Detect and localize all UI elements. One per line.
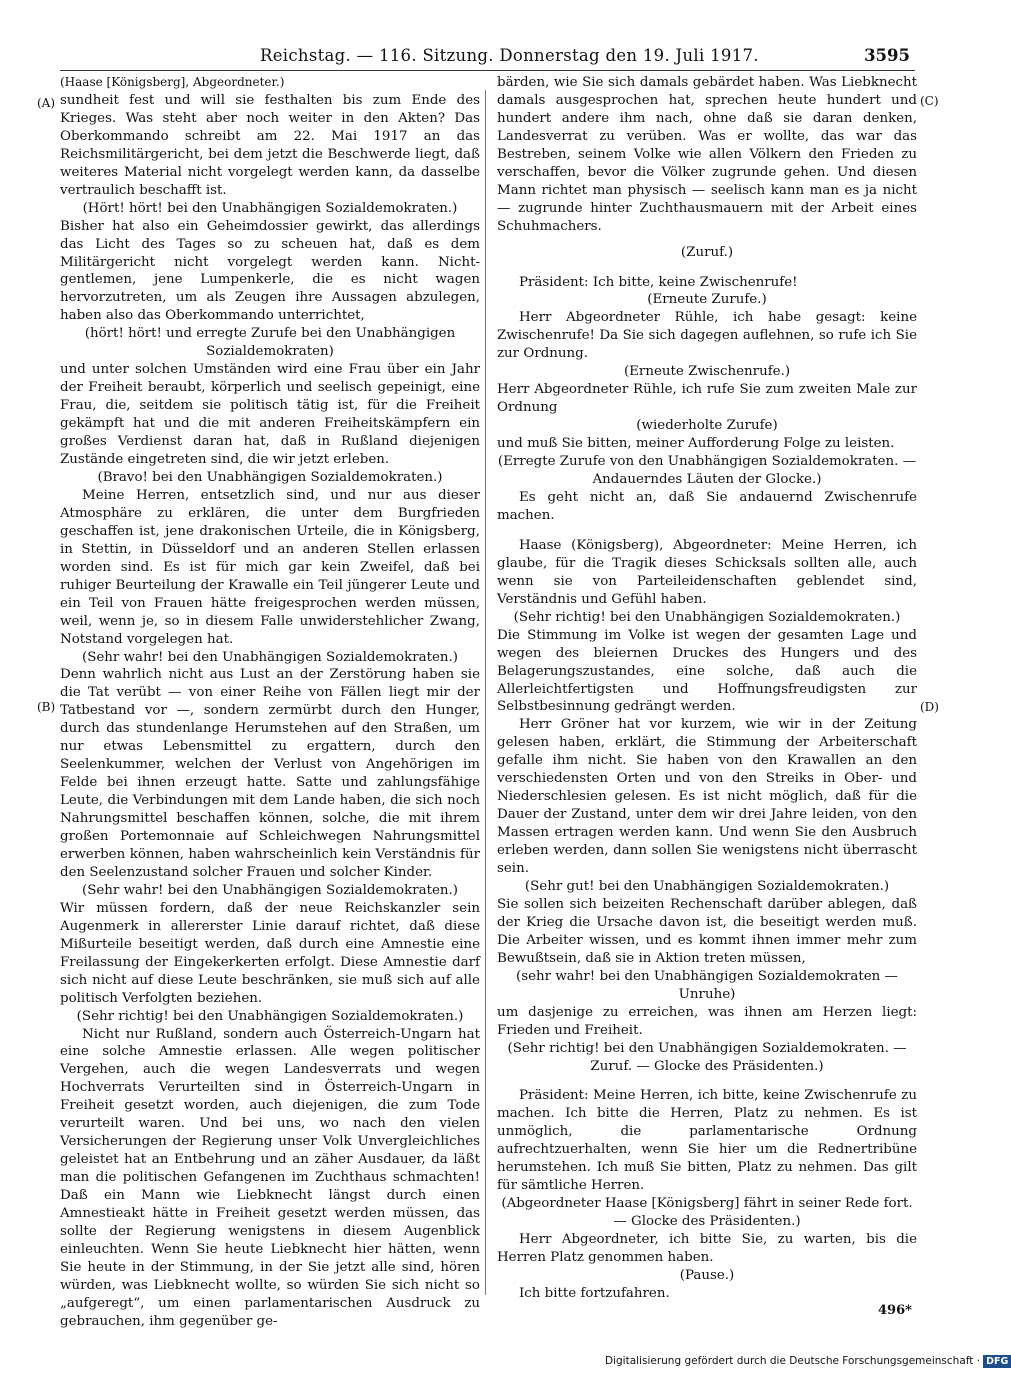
paragraph: (Erregte Zurufe von den Unabhängigen Sozialdemokraten. — Andauerndes Läuten der Glocke.) [497, 454, 917, 488]
paragraph: um dasjenige zu erreichen, was ihnen am Herzen liegt: Frieden und Freiheit. [497, 1004, 917, 1038]
paragraph: (Bravo! bei den Unabhängigen Sozialdemokraten.) [97, 469, 443, 485]
page-number: 3595 [864, 46, 910, 65]
paragraph: Herr Abgeordneter, ich bitte Sie, zu warten, bis die Herren Platz genommen haben. [497, 1232, 917, 1266]
footer-credit [605, 1355, 1009, 1368]
paragraph: Meine Herren, entsetzlich sind, und nur aus dieser Atmosphäre zu erklären, die unter dem Burgfrieden geschaffen ist, jene drakonischen Urteile, die in Königsberg, in Stettin, in Düsseldorf und an anderen Stellen erlassen worden sind. Es ist für mich gar kein Zweifel, daß bei ruhiger Beurteilung der Krawalle ein Teil jüngerer Leute und ein Teil von Frauen hätte freigesprochen werden müssen, weil, wenn je, so in diesem Falle unwiderstehlicher Zwang, Notstand vorgelegen hat. [60, 487, 480, 647]
margin-mark-a: (A) [37, 96, 56, 110]
paragraph: (Zuruf.) [680, 244, 734, 260]
paragraph: bärden, wie Sie sich damals gebärdet haben. Was Liebknecht damals ausgesprochen hat, sprechen heute hundert und hundert andere ihm nach, ohne daß sie daran denken, Landesverrat zu verüben. Was er wollte, das war das Bestreben, seinem Volke wie allen Völkern den Frieden zu verschaffen, bevor die Völker zugrunde gehen. Und diesen Mann richtet man physisch — seelisch kann man es ja nicht — zugrunde hinter Zuchthausmauern mit der Arbeit eines Schuhmachers. [497, 75, 917, 234]
paragraph: (Sehr wahr! bei den Unabhängigen Sozialdemokraten.) [81, 649, 459, 665]
paragraph: Präsident: Meine Herren, ich bitte, keine Zwischenrufe zu machen. Ich bitte die Herren, Platz zu nehmen. Es ist unmöglich, die parlamentarische Ordnung aufrechtzuerhalten, wenn Sie hier um die Rednertribüne herumstehen. Ich muß Sie bitten, Platz zu nehmen. Das gilt für sämtliche Herren. [497, 1088, 917, 1194]
paragraph: Ich bitte fortzufahren. [519, 1285, 670, 1301]
paragraph: (sehr wahr! bei den Unabhängigen Sozialdemokraten — Unruhe) [516, 968, 898, 1002]
paragraph: Herr Abgeordneter Rühle, ich habe gesagt: keine Zwischenrufe! Da Sie sich dagegen auflehnen, so rufe ich Sie zur Ordnung. [497, 310, 917, 362]
paragraph: und unter solchen Umständen wird eine Frau über ein Jahr der Freiheit beraubt, körperlich und seelisch gepeinigt, eine Frau, die, seitdem sie politisch tätig ist, für die Freiheit gekämpft hat und die mit anderen Freiheitskämpfern ein großes Verdienst daran hat, daß in Rußland diejenigen Zustände eingetreten sind, die wir jetzt erleben. [60, 362, 480, 468]
paragraph: (Abgeordneter Haase [Königsberg] fährt in seiner Rede fort. — Glocke des Präsidenten.) [501, 1196, 913, 1230]
margin-mark-c: (C) [920, 94, 939, 108]
paragraph: Herr Gröner hat vor kurzem, wie wir in der Zeitung gelesen haben, erklärt, die Stimmung der Arbeiterschaft gefalle ihm nicht. Sie haben von den Krawallen an den verschiedensten Orten und von den Streiks in Ober- und Niederschlesien gelesen. Es ist nicht möglich, daß für die Dauer der Zustand, unter dem wir drei Jahre leiden, von den Massen ertragen werden kann. Und wenn Sie den Ausbruch erleben werden, dann sollen Sie wenigstens nicht überrascht sein. [497, 717, 917, 877]
paragraph: Herr Abgeordneter Rühle, ich rufe Sie zum zweiten Male zur Ordnung [497, 382, 917, 416]
paragraph: (Sehr wahr! bei den Unabhängigen Sozialdemokraten.) [81, 882, 459, 898]
paragraph: (Haase [Königsberg], Abgeordneter.) [60, 75, 285, 89]
paragraph: Denn wahrlich nicht aus Lust an der Zerstörung haben sie die Tat verübt — von einer Reihe von Fällen liegt mir der Tatbestand vor —, sondern zermürbt durch den Hunger, durch das stundenlange Herumstehen auf den Straßen, um nur etwas Lebensmittel zu ergattern, durch den Seelenkummer, welchen der Verlust von Angehörigen im Felde bei ihnen erzeugt hatte. Satte und zahlungsfähige Leute, die Verbindungen mit dem Lande haben, die sich noch Nahrungsmittel beschaffen können, solche, die mit ihrem großen Portemonnaie auf Schleichwegen Nahrungsmittel erwerben können, haben wahrscheinlich kein Verständnis für den Seelenzustand solcher Frauen und solcher Kinder. [60, 667, 480, 880]
page-header [60, 44, 910, 70]
paragraph: (Pause.) [679, 1268, 735, 1283]
paragraph: (Sehr richtig! bei den Unabhängigen Sozialdemokraten. — Zuruf. — Glocke des Präsidenten.) [507, 1040, 907, 1074]
margin-mark-b: (B) [37, 700, 56, 714]
footer-text: Digitalisierung gefördert durch die Deutsche Forschungsgemeinschaft · [605, 1355, 981, 1367]
paragraph: (wiederholte Zurufe) [636, 418, 778, 434]
paragraph: (Sehr gut! bei den Unabhängigen Sozialdemokraten.) [524, 878, 890, 894]
margin-mark-d: (D) [920, 700, 939, 714]
paragraph: Sie sollen sich beizeiten Rechenschaft darüber ablegen, daß der Krieg die Ursache davon ist, die beseitigt werden muß. Die Arbeiter wissen, und es kommt ihnen immer mehr zum Bewußtsein, daß sie in Aktion treten müssen, [497, 896, 917, 966]
paragraph: Bisher hat also ein Geheimdossier gewirkt, das allerdings das Licht des Tages so zu scheuen hat, daß es dem Militärgericht nicht vorgelegt werden kann. Nicht-gentlemen, jene Lumpenkerle, die es nicht wagen hervorzutreten, um als Zeugen ihre Aussagen abzulegen, haben also das Oberkommando unterrichtet, [60, 218, 480, 324]
signature-mark: 496* [878, 1303, 912, 1318]
paragraph: (Sehr richtig! bei den Unabhängigen Sozialdemokraten.) [513, 609, 901, 625]
dfg-logo: DFG [983, 1355, 1011, 1368]
paragraph: Nicht nur Rußland, sondern auch Österreich-Ungarn hat eine solche Amnestie erlassen. Alle wegen politischer Vergehen, auch die wegen Landesverrats und wegen Hochverrats Verurteilten sind in Österreich-Ungarn in Freiheit gesetzt worden, auch diejenigen, die zum Tode verurteilt waren. Und bei uns, wo nach den vielen Versicherungen der Regierung unser Volk Unvergleichliches geleistet hat an Entbehrung und an zäher Ausdauer, da läßt man die politischen Gefangenen im Zuchthaus schmachten! Daß ein Mann wie Liebknecht längst durch einen Amnestieakt hätte in Freiheit gesetzt werden müssen, das sollte der Regierung wenigstens in diesem Augenblick einleuchten. Wenn Sie heute Liebknecht hier hätten, wenn Sie heute in der Stimmung, in der Sie jetzt alle sind, hören würden, was Liebknecht wollte, so würden Sie sich nicht so „aufgeregt“, um einen parlamentarischen Ausdruck zu gebrauchen, ihm gegenüber ge- [60, 1026, 480, 1329]
running-title: Reichstag. — 116. Sitzung. Donnerstag den 19. Juli 1917. [260, 46, 759, 65]
right-column [497, 74, 917, 1303]
paragraph: (Hört! hört! bei den Unabhängigen Sozialdemokraten.) [82, 200, 458, 216]
paragraph: und muß Sie bitten, meiner Aufforderung Folge zu leisten. [497, 436, 895, 452]
column-divider [485, 90, 486, 1295]
header-rule [60, 70, 915, 71]
paragraph: Die Stimmung im Volke ist wegen der gesamten Lage und wegen des bleiernen Druckes des Hungers und des Belagerungszustandes, eine solche, daß auch die Allerleichtfertigsten und Hoffnungsfreudigsten zur Selbstbesinnung gedrängt werden. [497, 627, 917, 715]
paragraph: Es geht nicht an, daß Sie andauernd Zwischenrufe machen. [497, 489, 917, 523]
paragraph: Haase (Königsberg), Abgeordneter: Meine Herren, ich glaube, für die Tragik dieses Schicksals sollten alle, auch wenn sie von Parteileidenschaften geblendet sind, Verständnis und Gefühl haben. [497, 537, 917, 607]
paragraph: (Erneute Zurufe.) [647, 292, 767, 308]
paragraph: Präsident: Ich bitte, keine Zwischenrufe! [519, 274, 798, 290]
paragraph: (hört! hört! und erregte Zurufe bei den Unabhängigen Sozialdemokraten) [84, 326, 456, 360]
paragraph: sundheit fest und will sie festhalten bis zum Ende des Krieges. Was steht aber noch weiter in den Akten? Das Oberkommando schreibt am 22. Mai 1917 an das Reichsmilitärgericht, bei dem jetzt die Beschwerde liegt, daß weiteres Material nicht vorgelegt werden kann, da dasselbe vertraulich beschafft ist. [60, 92, 480, 198]
left-column [60, 74, 480, 1331]
paragraph: Wir müssen fordern, daß der neue Reichskanzler sein Augenmerk in allererster Linie darauf richtet, daß diese Mißurteile beseitigt werden, daß durch eine Amnestie eine Freilassung der Eingekerkerten erfolgt. Diese Amnestie darf sich nicht auf diese Leute beschränken, sie muß sich auf alle politisch Verfolgten beziehen. [60, 900, 480, 1006]
paragraph: (Erneute Zwischenrufe.) [623, 364, 791, 380]
paragraph: (Sehr richtig! bei den Unabhängigen Sozialdemokraten.) [76, 1008, 464, 1024]
